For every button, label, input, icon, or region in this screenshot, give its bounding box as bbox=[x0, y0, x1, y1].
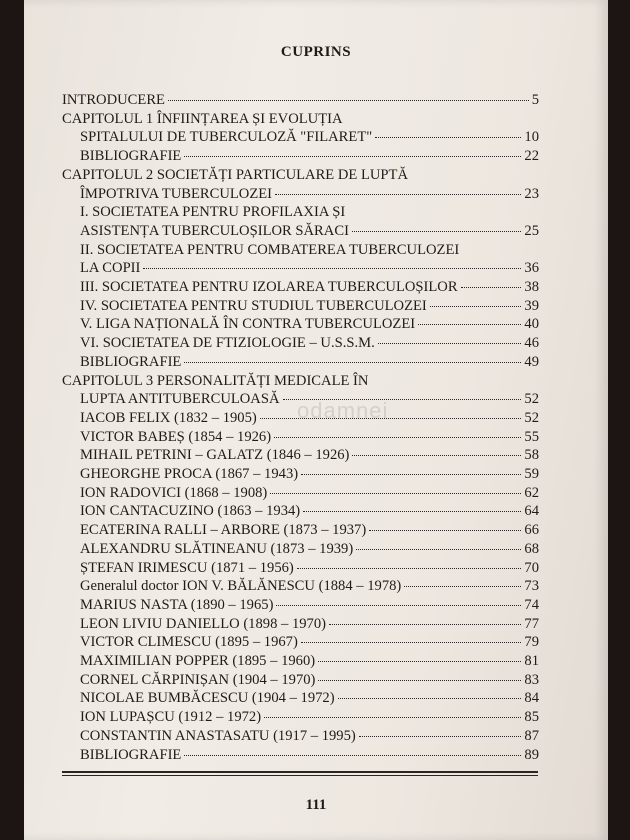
toc-entry-page: 22 bbox=[524, 148, 539, 165]
book-page bbox=[24, 0, 608, 840]
toc-entry-label: INTRODUCERE bbox=[62, 92, 165, 108]
toc-leader-dots bbox=[274, 437, 521, 438]
toc-leader-dots bbox=[318, 661, 521, 662]
toc-entry-page: 81 bbox=[524, 653, 539, 669]
page-number: 111 bbox=[305, 797, 327, 813]
toc-leader-dots bbox=[301, 642, 522, 643]
toc-leader-dots bbox=[168, 100, 529, 101]
toc-entry-page: 36 bbox=[524, 260, 539, 277]
toc-entry-label: CAPITOLUL 2 SOCIETĂȚI PARTICULARE DE LUPTĂ bbox=[62, 166, 408, 183]
toc-entry-page: 77 bbox=[524, 615, 539, 632]
toc-entry-label: BIBLIOGRAFIE bbox=[80, 148, 182, 165]
toc-entry-label: V. LIGA NAȚIONALĂ ÎN CONTRA TUBERCULOZEI bbox=[80, 316, 416, 333]
toc-entry-page: 5 bbox=[531, 92, 539, 108]
toc-leader-dots bbox=[143, 268, 521, 269]
toc-leader-dots bbox=[329, 624, 521, 625]
toc-entry-page: 40 bbox=[524, 316, 539, 333]
toc-entry-page: 68 bbox=[524, 540, 539, 557]
toc-entry-page: 79 bbox=[524, 634, 539, 651]
toc-leader-dots bbox=[418, 324, 521, 325]
toc-entry-label: I. SOCIETATEA PENTRU PROFILAXIA ȘI bbox=[80, 204, 346, 221]
toc-leader-dots bbox=[356, 549, 521, 550]
toc-leader-dots bbox=[276, 605, 521, 606]
toc-entry-page: 74 bbox=[524, 596, 539, 613]
watermark: odamnei bbox=[297, 398, 389, 423]
toc-entry-page: 10 bbox=[524, 129, 539, 146]
toc-entry-page: 64 bbox=[524, 503, 539, 520]
toc-entry-label: VI. SOCIETATEA DE FTIZIOLOGIE – U.S.S.M. bbox=[80, 335, 375, 352]
toc-leader-dots bbox=[270, 493, 521, 494]
toc-entry-page: 84 bbox=[524, 690, 539, 707]
table-of-contents bbox=[24, 92, 608, 772]
toc-entry-page: 55 bbox=[524, 428, 539, 445]
toc-leader-dots bbox=[184, 362, 521, 363]
toc-entry-label: MIHAIL PETRINI – GALATZ (1846 – 1926) bbox=[80, 447, 350, 464]
toc-entry-page: 52 bbox=[524, 391, 539, 408]
toc-entry-label: ION LUPAȘCU (1912 – 1972) bbox=[80, 709, 262, 726]
toc-entry-page: 23 bbox=[524, 185, 539, 202]
toc-entry-label: LEON LIVIU DANIELLO (1898 – 1970) bbox=[80, 615, 327, 632]
toc-entry-page: 83 bbox=[524, 671, 539, 688]
toc-entry-page: 58 bbox=[524, 447, 539, 464]
toc-entry-page: 87 bbox=[524, 727, 539, 744]
toc-leader-dots bbox=[369, 530, 521, 531]
toc-entry-page: 39 bbox=[524, 297, 539, 314]
footer-rule-thick bbox=[62, 771, 538, 773]
toc-entry-page: 89 bbox=[524, 746, 539, 763]
toc-entry-page: 49 bbox=[524, 353, 539, 370]
toc-title: CUPRINS bbox=[280, 44, 352, 60]
toc-entry-page: 70 bbox=[524, 559, 539, 576]
toc-leader-dots bbox=[352, 455, 521, 456]
toc-leader-dots bbox=[359, 736, 522, 737]
toc-entry-label: BIBLIOGRAFIE bbox=[80, 746, 182, 763]
toc-entry-label: ECATERINA RALLI – ARBORE (1873 – 1937) bbox=[80, 522, 367, 539]
toc-entry-label: NICOLAE BUMBĂCESCU (1904 – 1972) bbox=[80, 690, 335, 707]
toc-leader-dots bbox=[352, 231, 521, 232]
toc-leader-dots bbox=[318, 680, 521, 681]
toc-leader-dots bbox=[301, 474, 521, 475]
toc-entry-label: ȘTEFAN IRIMESCU (1871 – 1956) bbox=[80, 559, 294, 576]
toc-leader-dots bbox=[378, 343, 522, 344]
toc-leader-dots bbox=[303, 511, 521, 512]
toc-entry-label: IV. SOCIETATEA PENTRU STUDIUL TUBERCULOZEI bbox=[80, 297, 427, 314]
toc-entry-label: GHEORGHE PROCA (1867 – 1943) bbox=[80, 466, 299, 482]
toc-entry-label: VICTOR CLIMESCU (1895 – 1967) bbox=[80, 634, 298, 651]
toc-entry-page: 38 bbox=[524, 279, 539, 295]
toc-entry-label: CAPITOLUL 1 ÎNFIINȚAREA ȘI EVOLUȚIA bbox=[62, 110, 343, 127]
toc-entry-label: ASISTENȚA TUBERCULOȘILOR SĂRACI bbox=[80, 222, 349, 239]
toc-entry-label: Generalul doctor ION V. BĂLĂNESCU (1884 – 1978) bbox=[80, 578, 402, 595]
toc-entry-label: CAPITOLUL 3 PERSONALITĂȚI MEDICALE ÎN bbox=[62, 372, 369, 389]
toc-entry-label: LA COPII bbox=[80, 260, 141, 277]
toc-leader-dots bbox=[184, 156, 521, 157]
toc-entry-label: VICTOR BABEȘ (1854 – 1926) bbox=[80, 428, 272, 445]
toc-entry-page: 85 bbox=[524, 709, 539, 726]
toc-entry-label: CONSTANTIN ANASTASATU (1917 – 1995) bbox=[80, 727, 356, 744]
toc-entry-label: II. SOCIETATEA PENTRU COMBATEREA TUBERCULOZEI bbox=[80, 241, 460, 258]
toc-leader-dots bbox=[264, 717, 521, 718]
toc-entry-label: MARIUS NASTA (1890 – 1965) bbox=[80, 596, 274, 613]
toc-entry-label: BIBLIOGRAFIE bbox=[80, 353, 182, 370]
toc-entry-page: 52 bbox=[524, 409, 539, 426]
toc-entry-page: 73 bbox=[524, 578, 539, 595]
toc-entry bbox=[80, 747, 539, 769]
toc-leader-dots bbox=[297, 568, 522, 569]
toc-leader-dots bbox=[338, 698, 522, 699]
toc-entry-label: ÎMPOTRIVA TUBERCULOZEI bbox=[80, 185, 273, 202]
toc-entry-page: 25 bbox=[524, 222, 539, 239]
footer-rule-thin bbox=[62, 775, 538, 776]
toc-entry-page: 66 bbox=[524, 522, 539, 539]
toc-leader-dots bbox=[430, 306, 522, 307]
toc-leader-dots bbox=[275, 194, 521, 195]
toc-entry-label: ION RADOVICI (1868 – 1908) bbox=[80, 484, 268, 501]
toc-entry-page: 62 bbox=[524, 484, 539, 501]
toc-entry-label: III. SOCIETATEA PENTRU IZOLAREA TUBERCULOȘILOR bbox=[80, 279, 458, 295]
toc-entry-label: IACOB FELIX (1832 – 1905) bbox=[80, 409, 257, 426]
toc-entry-label: LUPTA ANTITUBERCULOASĂ bbox=[80, 391, 280, 408]
toc-leader-dots bbox=[404, 586, 521, 587]
toc-entry-page: 46 bbox=[524, 335, 539, 352]
toc-entry-label: CORNEL CĂRPINIȘAN (1904 – 1970) bbox=[80, 671, 316, 688]
toc-entry-label: ALEXANDRU SLĂTINEANU (1873 – 1939) bbox=[80, 540, 354, 557]
toc-entry-label: SPITALULUI DE TUBERCULOZĂ "FILARET" bbox=[80, 129, 373, 146]
toc-leader-dots bbox=[184, 755, 521, 756]
toc-entry-label: MAXIMILIAN POPPER (1895 – 1960) bbox=[80, 653, 316, 669]
toc-leader-dots bbox=[461, 287, 522, 288]
toc-entry-label: ION CANTACUZINO (1863 – 1934) bbox=[80, 503, 301, 520]
toc-entry-page: 59 bbox=[524, 466, 539, 482]
toc-leader-dots bbox=[375, 137, 521, 138]
